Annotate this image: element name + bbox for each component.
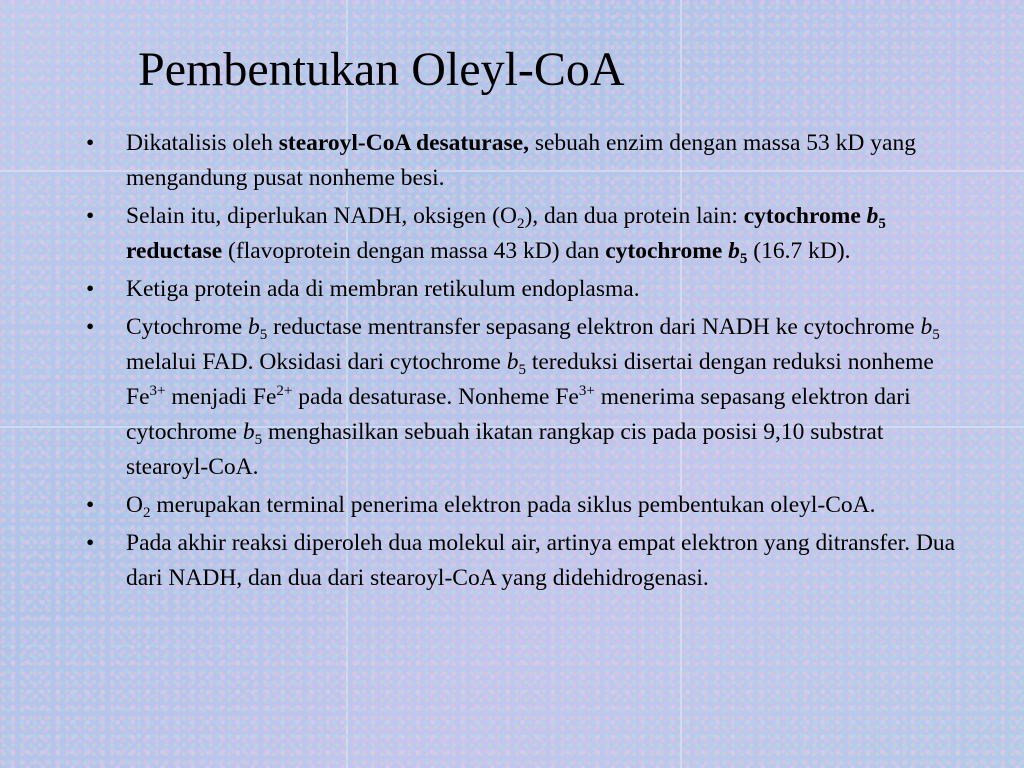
bullet-dot: • (86, 130, 95, 156)
subscript: 5 (932, 327, 940, 343)
bullet-text: O (126, 492, 143, 518)
slide-title: Pembentukan Oleyl-CoA (138, 43, 625, 96)
bullet-text: Cytochrome (126, 314, 249, 340)
bullet-text: merupakan terminal penerima elektron pada siklus pembentukan oleyl-CoA. (150, 492, 876, 518)
bullet-item (86, 199, 966, 269)
bullet-item (86, 272, 966, 307)
bullet-text: pada desaturase. Nonheme Fe (292, 384, 579, 410)
subscript: 5 (739, 251, 748, 267)
bullet-dot: • (86, 492, 95, 518)
bullet-text-bold: cytochrome (743, 203, 867, 229)
subscript: 5 (259, 327, 268, 343)
bullet-text: menghasilkan sebuah ikatan rangkap cis pada posisi 9,10 substrat stearoyl-CoA. (126, 419, 884, 480)
superscript: 3+ (149, 383, 166, 399)
bullet-text: Pada akhir reaksi diperoleh dua molekul air, artinya empat elektron yang ditransfer. Dua dari NADH, dan dua dari stearoyl-CoA yang didehidrogenasi. (126, 530, 956, 591)
bullet-list (86, 126, 966, 599)
bullet-text: tereduksi disertai dengan reduksi nonheme Fe (126, 349, 934, 410)
bullet-text-italic: b (248, 314, 260, 340)
bullet-text: (16.7 kD). (747, 238, 851, 264)
bullet-text: ), dan dua protein lain: (524, 203, 744, 229)
bullet-dot: • (86, 203, 95, 229)
bullet-text-bold-italic: b (728, 238, 740, 264)
bullet-text: menjadi Fe (165, 384, 277, 410)
bullet-item (86, 488, 966, 523)
bullet-item (86, 310, 966, 485)
bullet-text-bold-italic: b (866, 203, 879, 229)
bullet-item (86, 126, 966, 196)
subscript: 5 (878, 216, 886, 232)
subscript: 2 (516, 216, 525, 232)
bullet-text: melalui FAD. Oksidasi dari cytochrome (126, 349, 507, 375)
bullet-text-bold: reductase (126, 238, 223, 264)
bullet-text-italic: b (506, 349, 519, 375)
bullet-text: Ketiga protein ada di membran retikulum endoplasma. (126, 276, 640, 302)
bullet-text: reductase mentransfer sepasang elektron dari NADH ke cytochrome (267, 314, 921, 340)
bullet-text: Selain itu, diperlukan NADH, oksigen (O (126, 203, 517, 229)
bullet-text-italic: b (920, 314, 933, 340)
bullet-text: sebuah enzim dengan massa 53 kD yang mengandung pusat nonheme besi. (126, 130, 916, 191)
bullet-dot: • (86, 530, 95, 556)
bullet-text: (flavoprotein dengan massa 43 kD) dan (222, 238, 606, 264)
superscript: 3+ (578, 383, 595, 399)
superscript: 2+ (276, 383, 293, 399)
bullet-dot: • (86, 314, 95, 340)
subscript: 5 (518, 362, 526, 378)
subscript: 2 (142, 505, 151, 521)
bullet-dot: • (86, 276, 95, 302)
bullet-text-bold: cytochrome (605, 238, 729, 264)
bullet-item (86, 526, 966, 596)
subscript: 5 (254, 432, 263, 448)
bullet-text-bold: stearoyl-CoA desaturase, (278, 130, 529, 156)
bullet-text-italic: b (242, 419, 255, 445)
bullet-text: Dikatalisis oleh (126, 130, 279, 156)
bullet-text: menerima sepasang elektron dari cytochrome (126, 384, 911, 445)
